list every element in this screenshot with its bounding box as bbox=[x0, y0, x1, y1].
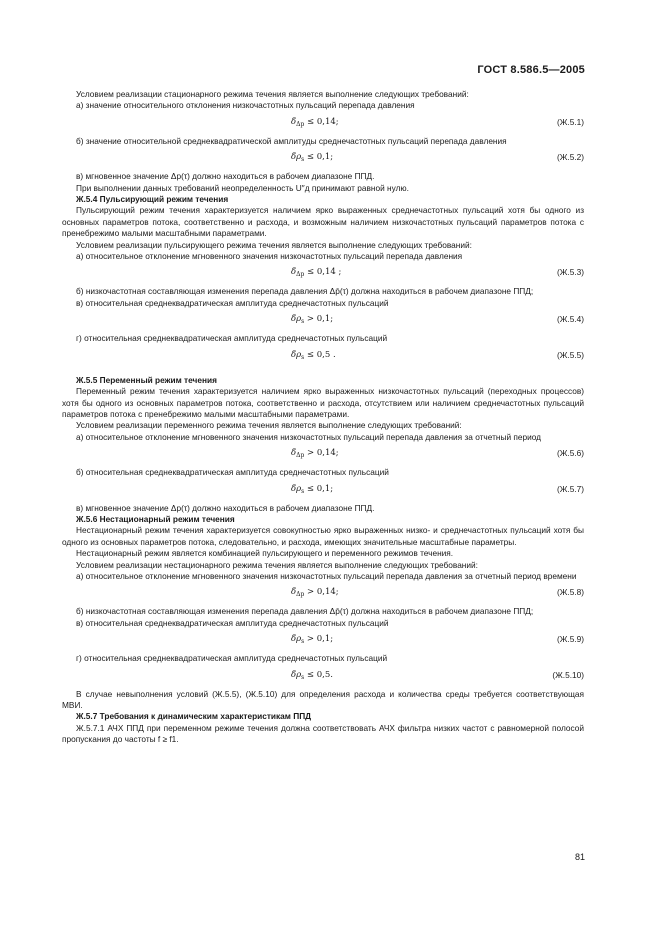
equation-number: (Ж.5.3) bbox=[556, 267, 584, 278]
equation-number: (Ж.5.1) bbox=[556, 116, 584, 127]
equation-relation: > 0,14; bbox=[304, 587, 339, 598]
list-item: в) мгновенное значение Δp(τ) должно находиться в рабочем диапазоне ППД. bbox=[76, 502, 375, 513]
paragraph: Нестационарный режим является комбинацией пульсирующего и переменного режимов течения. bbox=[76, 548, 454, 559]
list-item: г) относительная среднеквадратическая амплитуда среднечастотных пульсаций bbox=[76, 653, 388, 664]
paragraph: Условием реализации стационарного режима течения является выполнение следующих требований: bbox=[76, 89, 469, 99]
equation-zh-5-3 bbox=[62, 267, 584, 279]
equation-number: (Ж.5.6) bbox=[556, 448, 584, 459]
equation-relation: ≤ 0,1; bbox=[304, 152, 334, 163]
equation-zh-5-2 bbox=[62, 152, 584, 164]
list-item: г) относительная среднеквадратическая амплитуда среднечастотных пульсаций bbox=[76, 333, 388, 344]
equation-number: (Ж.5.2) bbox=[556, 152, 584, 163]
equation-zh-5-5 bbox=[62, 350, 584, 362]
paragraph: Переменный режим течения характеризуется наличием ярко выраженных низкочастотных пульсаций (переходных процессов) хотя бы одного из основных параметров потока, соответственно и расхода, отсутствием или наличием среднечастотных пульсаций параметров потока с пренебрежимо малыми масштабными параметрами. bbox=[62, 386, 584, 419]
list-item: в) относительная среднеквадратическая амплитуда среднечастотных пульсаций bbox=[76, 617, 389, 628]
section-heading: Ж.5.7 Требования к динамическим характеристикам ППД bbox=[76, 711, 312, 722]
paragraph: Пульсирующий режим течения характеризуется наличием ярко выраженных среднечастотных пульсаций хотя бы одного из основных параметров потока, соответственно и расхода, и возможным наличием низкочастотных пульсаций параметров потока с пренебрежимо малыми масштабными параметрами. bbox=[62, 205, 584, 239]
equation-number: (Ж.5.9) bbox=[556, 634, 584, 645]
equation-number: (Ж.5.5) bbox=[556, 349, 584, 360]
equation-zh-5-9 bbox=[62, 634, 584, 646]
equation-relation: ≤ 0,5 . bbox=[304, 349, 336, 360]
list-item: б) низкочастотная составляющая изменения перепада давления Δp̄(τ) должна находиться в рабочем диапазоне ППД; bbox=[76, 286, 534, 297]
section-heading: Ж.5.6 Нестационарный режим течения bbox=[76, 513, 235, 524]
paragraph: Условием реализации переменного режима течения является выполнение следующих требований: bbox=[76, 420, 462, 431]
equation-number: (Ж.5.7) bbox=[556, 483, 584, 494]
document-body bbox=[62, 89, 584, 746]
equation-number: (Ж.5.10) bbox=[552, 669, 584, 680]
equation-relation: ≤ 0,14; bbox=[304, 116, 339, 127]
equation-subscript: s bbox=[301, 487, 305, 495]
equation-relation: ≤ 0,1; bbox=[304, 483, 334, 494]
section-heading: Ж.5.5 Переменный режим течения bbox=[76, 374, 217, 385]
equation-zh-5-1 bbox=[62, 117, 584, 129]
equation-symbol: δ̃ bbox=[291, 587, 297, 598]
equation-symbol: δ̃ρ bbox=[291, 314, 302, 325]
equation-subscript: Δp bbox=[296, 271, 305, 279]
equation-subscript: s bbox=[301, 318, 305, 326]
equation-zh-5-6 bbox=[62, 448, 584, 460]
list-item: в) относительная среднеквадратическая амплитуда среднечастотных пульсаций bbox=[76, 297, 389, 308]
list-item: б) значение относительной среднеквадратической амплитуды среднечастотных пульсаций перепада давления bbox=[76, 135, 507, 146]
equation-zh-5-8 bbox=[62, 587, 584, 599]
paragraph: В случае невыполнения условий (Ж.5.5), (Ж.5.10) для определения расхода и количества среды требуется соответствующая МВИ. bbox=[62, 688, 584, 710]
equation-symbol: δ̃ bbox=[291, 267, 297, 278]
equation-symbol: δ̃ρ bbox=[291, 483, 302, 494]
equation-symbol: δ̃ρ bbox=[291, 634, 302, 645]
equation-symbol: δ̃ bbox=[291, 448, 297, 459]
equation-number: (Ж.5.4) bbox=[556, 314, 584, 325]
list-item: а) значение относительного отклонения низкочастотных пульсаций перепада давления bbox=[76, 100, 415, 111]
paragraph: Нестационарный режим течения характеризуется совокупностью ярко выраженных низко- и среднечастотных пульсаций хотя бы одного из основных параметров потока, следовательно, и расхода, имеющих значительные масштабные параметры. bbox=[62, 525, 584, 547]
list-item: б) относительная среднеквадратическая амплитуда среднечастотных пульсаций bbox=[76, 467, 389, 478]
list-item: а) относительное отклонение мгновенного значения низкочастотных пульсаций перепада давления за отчетный период bbox=[76, 431, 542, 442]
equation-number: (Ж.5.8) bbox=[556, 587, 584, 598]
document-header: ГОСТ 8.586.5—2005 bbox=[477, 64, 585, 76]
equation-zh-5-7 bbox=[62, 484, 584, 496]
equation-relation: > 0,1; bbox=[304, 314, 334, 325]
section-heading: Ж.5.4 Пульсирующий режим течения bbox=[76, 194, 229, 205]
equation-subscript: Δp bbox=[296, 120, 305, 128]
equation-symbol: δ̃ρ bbox=[291, 349, 302, 360]
equation-zh-5-10 bbox=[62, 670, 584, 682]
page-number: 81 bbox=[574, 852, 585, 862]
list-item: а) относительное отклонение мгновенного значения низкочастотных пульсаций перепада давления за отчетный период времени bbox=[76, 570, 577, 581]
paragraph: При выполнении данных требований неопределенность U″д принимают равной нулю. bbox=[76, 182, 409, 193]
equation-relation: > 0,1; bbox=[304, 634, 334, 645]
equation-relation: > 0,14; bbox=[304, 448, 339, 459]
equation-symbol: δ̃ρ bbox=[291, 669, 302, 680]
equation-symbol: δ̃ρ bbox=[291, 152, 302, 163]
equation-subscript: Δp bbox=[296, 591, 305, 599]
equation-subscript: s bbox=[301, 156, 305, 164]
equation-relation: ≤ 0,5. bbox=[304, 669, 333, 680]
equation-zh-5-4 bbox=[62, 314, 584, 326]
equation-subscript: s bbox=[301, 673, 305, 681]
equation-subscript: Δp bbox=[296, 452, 305, 460]
equation-subscript: s bbox=[301, 353, 305, 361]
list-item: б) низкочастотная составляющая изменения перепада давления Δp̄(τ) должна находиться в рабочем диапазоне ППД; bbox=[76, 606, 534, 617]
equation-symbol: δ̃ bbox=[291, 116, 297, 127]
list-item: в) мгновенное значение Δp(τ) должно находиться в рабочем диапазоне ППД. bbox=[76, 171, 375, 182]
list-item: а) относительное отклонение мгновенного значения низкочастотных пульсаций перепада давления bbox=[76, 251, 463, 262]
equation-relation: ≤ 0,14 ; bbox=[304, 267, 342, 278]
equation-subscript: s bbox=[301, 638, 305, 646]
paragraph: Условием реализации нестационарного режима течения является выполнение следующих требований: bbox=[76, 559, 478, 570]
paragraph: Условием реализации пульсирующего режима течения является выполнение следующих требований: bbox=[76, 239, 472, 250]
paragraph: Ж.5.7.1 АЧХ ППД при переменном режиме течения должна соответствовать АЧХ фильтра низких частот с равномерной полосой пропускания до частоты f ≥ f1. bbox=[62, 722, 584, 745]
